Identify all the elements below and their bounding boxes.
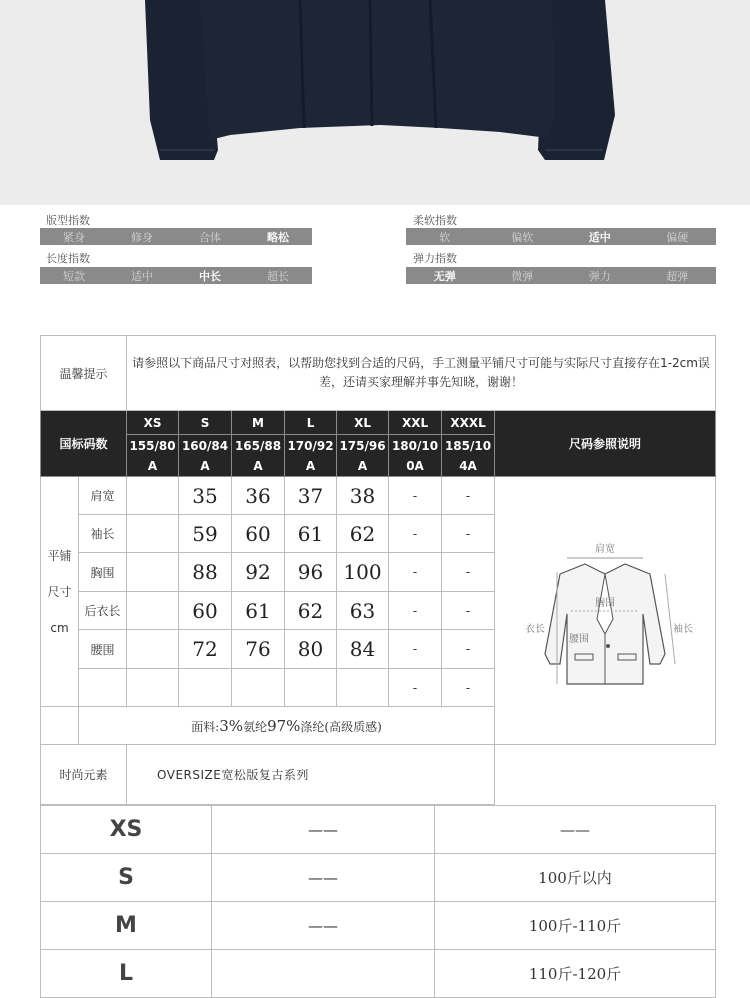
length-option: 超长 [267,269,289,283]
elastic-option: 弹力 [588,269,611,283]
size-reference-label: 尺码参照说明 [495,411,716,477]
cell-value: 63 [337,592,389,630]
national-code: 170/92A [285,435,337,477]
row-label: 肩宽 [79,477,127,515]
row-label: 后衣长 [79,592,127,630]
diagram-waist-label: 腰围 [569,634,590,645]
softness-option-selected: 适中 [588,230,611,244]
cell-value: - [389,592,442,630]
cell-value: 62 [337,515,389,553]
cell-value: 76 [232,630,285,669]
fabric-pct1: 3% [219,716,244,735]
cell-value: 35 [179,477,232,515]
cell-value [127,630,179,669]
size-header: M [232,411,285,435]
side-label-line: 尺寸 [47,584,72,599]
cell-value: - [442,477,495,515]
diagram-sleeve-label: 袖长 [673,624,694,635]
softness-index-bar [406,228,716,245]
weight-col2 [212,950,435,998]
cell-value: 38 [337,477,389,515]
national-code: 175/96A [337,435,389,477]
elastic-index-label: 弹力指数 [413,252,457,265]
weight-col2: —— [212,806,435,854]
weight-col3: —— [435,806,716,854]
style-value: OVERSIZE宽松版复古系列 [127,745,495,805]
national-code: 160/84A [179,435,232,477]
cell-value: 62 [285,592,337,630]
length-index-bar [40,267,312,284]
cell-value [179,669,232,707]
elastic-option-selected: 无弹 [433,269,456,283]
weight-col3: 110斤-120斤 [435,950,716,998]
cell-value: - [442,669,495,707]
weight-size: XS [41,806,212,854]
row-label: 袖长 [79,515,127,553]
fit-option: 修身 [131,230,153,244]
cell-value: 61 [285,515,337,553]
cell-value [285,669,337,707]
cell-value [232,669,285,707]
size-chart-table [40,335,716,805]
product-photo [0,0,750,205]
row-label [79,669,127,707]
cell-value [337,669,389,707]
diagram-shoulder-label: 肩宽 [595,544,616,555]
weight-row [41,902,716,950]
cell-value: - [442,515,495,553]
weight-size: L [41,950,212,998]
cell-value: - [442,630,495,669]
cell-value [127,669,179,707]
size-header: S [179,411,232,435]
size-header: XXXL [442,411,495,435]
cell-value: - [389,669,442,707]
cell-value [127,553,179,592]
softness-option: 软 [439,230,451,244]
jacket-diagram-cell [495,477,716,745]
row-label: 胸围 [79,553,127,592]
cell-value: 80 [285,630,337,669]
cell-value: - [389,515,442,553]
side-label-line: 平铺 [47,548,72,563]
cell-value: 37 [285,477,337,515]
fit-option: 合体 [199,230,221,244]
size-header: XL [337,411,389,435]
national-code: 180/100A [389,435,442,477]
softness-option: 偏硬 [666,230,689,244]
size-header: XS [127,411,179,435]
cell-value: - [442,553,495,592]
length-option-selected: 中长 [199,269,221,283]
cell-value: 100 [337,553,389,592]
cell-value: 92 [232,553,285,592]
fabric-pct2: 97% [267,716,301,735]
cell-value [127,477,179,515]
national-code: 165/88A [232,435,285,477]
national-code-label: 国标码数 [41,411,127,477]
cell-value: 59 [179,515,232,553]
weight-size: M [41,902,212,950]
blank-cell [41,707,79,745]
weight-row [41,950,716,998]
notice-label: 温馨提示 [41,336,127,411]
weight-size: S [41,854,212,902]
cell-value: - [389,553,442,592]
cell-value: 88 [179,553,232,592]
flat-size-label [41,477,79,707]
softness-index-label: 柔软指数 [413,214,457,227]
cell-value [127,592,179,630]
weight-col3: 100斤以内 [435,854,716,902]
weight-row [41,854,716,902]
cell-value: 60 [232,515,285,553]
fabric-mat1: 氨纶 [243,719,268,734]
cell-value: 61 [232,592,285,630]
fit-index-bar [40,228,312,245]
size-header: XXL [389,411,442,435]
cell-value [127,515,179,553]
cell-value: - [442,592,495,630]
jacket-measure-diagram [515,514,695,704]
weight-col2: —— [212,902,435,950]
size-header: L [285,411,337,435]
cell-value: 72 [179,630,232,669]
weight-reference-table [40,805,716,998]
cell-value: - [389,630,442,669]
weight-row [41,806,716,854]
fit-index-label: 版型指数 [46,214,90,227]
national-code: 185/104A [442,435,495,477]
elastic-index-bar [406,267,716,284]
cell-value: 96 [285,553,337,592]
elastic-option: 微弹 [511,269,534,283]
notice-text: 请参照以下商品尺寸对照表，以帮助您找到合适的尺码，手工测量平铺尺寸可能与实际尺寸直接存在1-2cm误差，还请买家理解并事先知晓，谢谢！ [127,336,716,411]
softness-option: 偏软 [511,230,534,244]
cell-value: 36 [232,477,285,515]
cell-value: 84 [337,630,389,669]
fabric-prefix: 面料: [191,719,220,734]
fabric-info [79,707,495,745]
diagram-chest-label: 胸围 [595,598,616,609]
style-label: 时尚元素 [41,745,127,805]
blazer-photo-graphic [0,0,750,205]
fit-option-selected: 略松 [267,230,289,244]
side-label-line: cm [50,620,69,635]
length-option: 适中 [131,269,153,283]
weight-col3: 100斤-110斤 [435,902,716,950]
cell-value: - [389,477,442,515]
fit-option: 紧身 [63,230,85,244]
length-option: 短款 [63,269,85,283]
length-index-label: 长度指数 [46,252,90,265]
elastic-option: 超弹 [666,269,689,283]
row-label: 腰围 [79,630,127,669]
cell-value: 60 [179,592,232,630]
fabric-mat2: 涤纶(高级质感) [300,719,382,734]
national-code: 155/80A [127,435,179,477]
diagram-length-label: 衣长 [525,624,546,635]
weight-col2: —— [212,854,435,902]
